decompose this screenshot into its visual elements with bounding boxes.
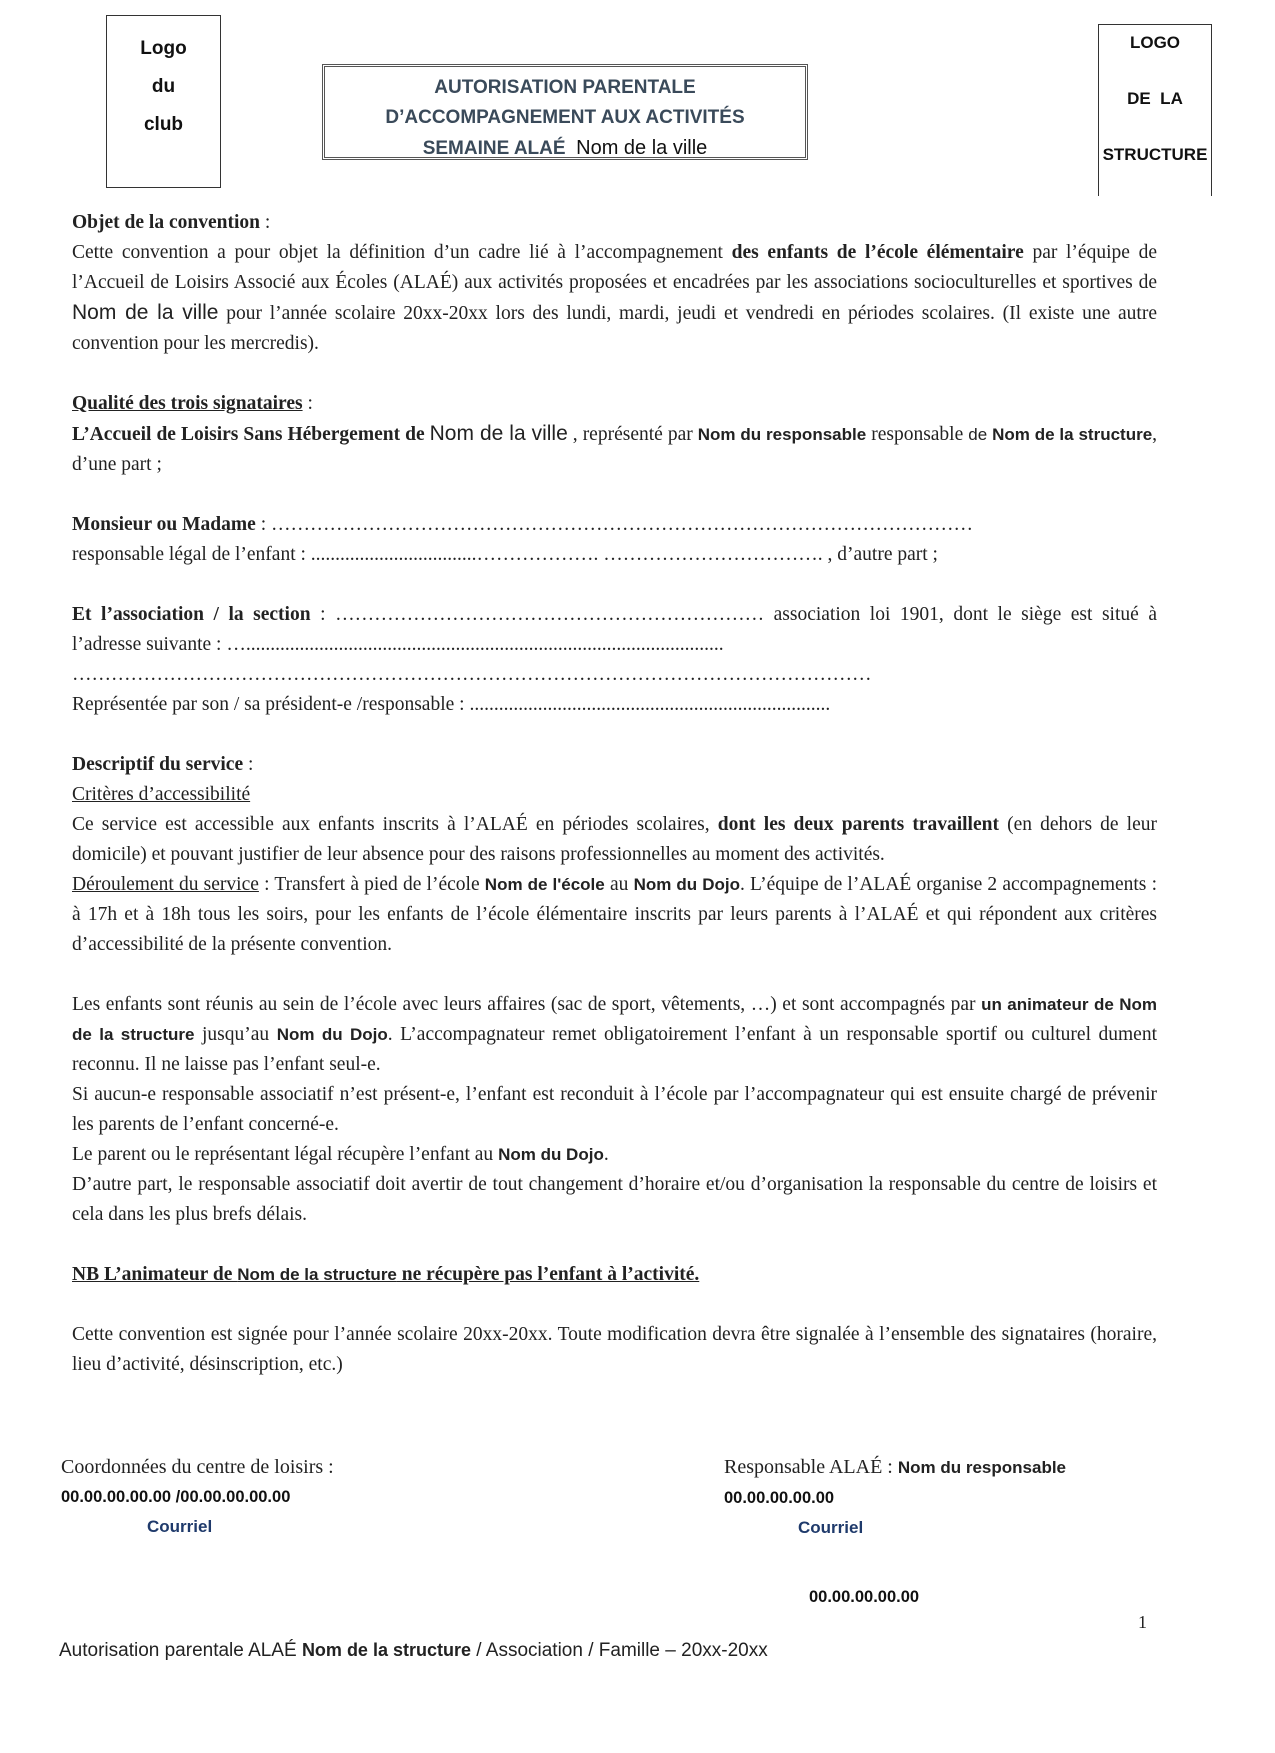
structure-logo-placeholder xyxy=(1098,24,1212,196)
association-label: Et l’association / la section xyxy=(72,604,311,625)
club-logo-line: Logo xyxy=(140,38,187,59)
nb-note: NB L’animateur de Nom de la structure ne récupère pas l’enfant à l’activité. xyxy=(72,1264,700,1285)
parent-label: Monsieur ou Madame xyxy=(72,514,256,535)
section-association xyxy=(72,600,1157,720)
section-descriptif: Descriptif du service : Critères d’accessibilité Ce service est accessible aux enfants inscrits à l’ALAÉ en périodes scolaires, dont les deux parents travaillent (en dehors de leur domicile) et pouvant justifier de leur absence pour des raisons professionnelles au moment des activités. Déroulement du service : Transfert à pied de l’école Nom de l'école au Nom du Dojo. L’équipe de l’ALAÉ organise 2 accompagnements : à 17h et à 18h tous les soirs, pour les enfants de l’école élémentaire inscrits par leurs parents à l’ALAÉ et qui répondent aux critères d’accessibilité de la présente convention. xyxy=(72,754,1158,955)
structure-logo-line: LOGO xyxy=(1129,33,1181,52)
association-representative-field: Représentée par son / sa président-e /responsable : .......................................................................... xyxy=(72,694,831,715)
paragraph: Le parent ou le représentant légal récupère l’enfant au Nom du Dojo. xyxy=(72,1144,609,1165)
paragraph: Si aucun-e responsable associatif n’est présent-e, l’enfant est reconduit à l’école par l’accompagnateur qui est ensuite chargé de prévenir les parents de l’enfant concerné-e. xyxy=(72,1084,1157,1135)
subsection-title: Déroulement du service xyxy=(72,874,259,895)
signature-paragraph: Cette convention est signée pour l’année scolaire 20xx-20xx. Toute modification devra être signalée à l’ensemble des signataires (horaire, lieu d’activité, désinscription, etc.) xyxy=(72,1324,1157,1375)
subsection-title: Critères d’accessibilité xyxy=(72,784,251,805)
association-address-field: …………………………………………………………………………………………………………… xyxy=(72,664,872,685)
parent-name-field: : ……………………………………………………………………………………………… xyxy=(255,514,973,535)
section-qualite: Qualité des trois signataires : L’Accueil de Loisirs Sans Hébergement de Nom de la ville , représenté par Nom du responsable responsable de Nom de la structure, d’une part ; xyxy=(72,393,1158,475)
section-heading: Descriptif du service xyxy=(72,754,244,775)
alae-contact xyxy=(724,1452,1066,1543)
structure-logo-line: STRUCTURE xyxy=(1102,145,1208,164)
structure-logo-line: DE LA xyxy=(1127,89,1183,108)
alae-email-link[interactable]: Courriel xyxy=(798,1518,864,1537)
title-line: D’ACCOMPAGNEMENT AUX ACTIVITÉS xyxy=(385,107,745,128)
alae-contact-label: Responsable ALAÉ : Nom du responsable xyxy=(724,1456,1067,1478)
title-line: SEMAINE ALAÉ Nom de la ville xyxy=(422,137,708,159)
club-logo-placeholder xyxy=(106,15,221,188)
center-contact xyxy=(61,1452,334,1542)
section-objet: Objet de la convention : Cette convention a pour objet la définition d’un cadre lié à l’accompagnement des enfants de l’école élémentaire par l’équipe de l’Accueil de Loisirs Associé aux Écoles (ALAÉ) aux activités proposées et encadrées par les associations socioculturelles et sportives de Nom de la ville pour l’année scolaire 20xx-20xx lors des lundi, mardi, jeudi et vendredi en périodes scolaires. (Il existe une autre convention pour les mercredis). xyxy=(72,212,1157,354)
extra-phone: 00.00.00.00.00 xyxy=(809,1588,920,1606)
center-phone: 00.00.00.00.00 /00.00.00.00.00 xyxy=(61,1488,291,1506)
section-enfants: Les enfants sont réunis au sein de l’école avec leurs affaires (sac de sport, vêtements, …) et sont accompagnés par un animateur de Nom de la structure jusqu’au Nom du Dojo. L’accompagnateur remet obligatoirement l’enfant à un responsable sportif ou culturel dument reconnu. Il ne laisse pas l’enfant seul-e. xyxy=(72,994,1158,1075)
association-field: : ………………………………………………………… association loi 1901, dont le siège est situé à l’adresse suivante : ….................................................................................................. xyxy=(72,604,1157,655)
title-line: AUTORISATION PARENTALE xyxy=(434,77,696,98)
document-body xyxy=(72,208,1157,1380)
center-contact-label: Coordonnées du centre de loisirs : xyxy=(61,1456,334,1478)
club-logo-line: du xyxy=(151,76,176,97)
section-parent xyxy=(72,510,1157,570)
club-logo-line: club xyxy=(143,114,184,135)
paragraph: D’autre part, le responsable associatif doit avertir de tout changement d’horaire et/ou d’organisation la responsable du centre de loisirs et cela dans les plus brefs délais. xyxy=(72,1174,1157,1225)
parent-legal-field: responsable légal de l’enfant : ..................................………………. ……………………………. , d’autre part ; xyxy=(72,544,938,565)
center-email-link[interactable]: Courriel xyxy=(147,1517,213,1536)
page-footer: Autorisation parentale ALAÉ Nom de la structure / Association / Famille – 20xx-20xx xyxy=(59,1640,768,1661)
alae-phone: 00.00.00.00.00 xyxy=(724,1489,835,1507)
title-city: Nom de la ville xyxy=(576,137,708,159)
document-title xyxy=(322,64,808,160)
section-heading: Objet de la convention xyxy=(72,212,260,233)
section-heading: Qualité des trois signataires xyxy=(72,393,303,414)
page-number: 1 xyxy=(1138,1612,1147,1632)
